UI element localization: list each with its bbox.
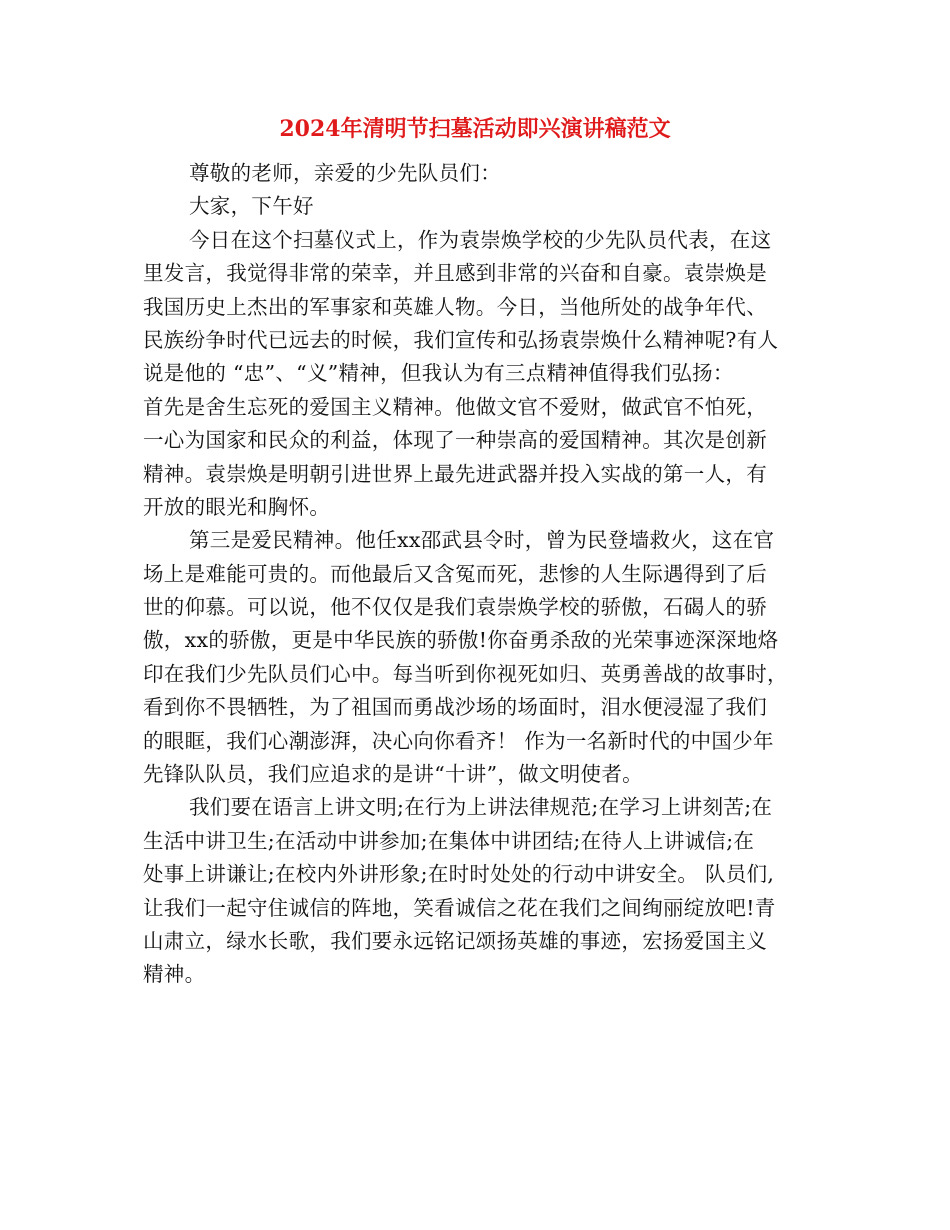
- text-line: 让我们一起守住诚信的阵地，笑看诚信之花在我们之间绚丽绽放吧!青: [143, 895, 776, 920]
- text-line: 傲，xx的骄傲，更是中华民族的骄傲!你奋勇杀敌的光荣事迹深深地烙: [143, 628, 779, 653]
- text-line: 生活中讲卫生;在活动中讲参加;在集体中讲团结;在待人上讲诚信;在: [143, 828, 755, 853]
- text-line: 处事上讲谦让;在校内外讲形象;在时时处处的行动中讲安全。 队员们,: [143, 862, 775, 887]
- text-line: 大家，下午好: [189, 194, 314, 219]
- text-line: 精神。袁崇焕是明朝引进世界上最先进武器并投入实战的第一人，有: [143, 461, 767, 486]
- text-line: 里发言，我觉得非常的荣幸，并且感到非常的兴奋和自豪。袁崇焕是: [143, 261, 767, 286]
- text-line: 精神。: [143, 962, 206, 987]
- text-line: 我国历史上杰出的军事家和英雄人物。今日，当他所处的战争年代、: [143, 294, 767, 319]
- text-line: 山肃立，绿水长歌，我们要永远铭记颂扬英雄的事迹，宏扬爱国主义: [143, 928, 767, 953]
- document-title: 2024年清明节扫墓活动即兴演讲稿范文: [279, 116, 671, 142]
- text-line: 首先是舍生忘死的爱国主义精神。他做文官不爱财，做武官不怕死，: [143, 394, 767, 419]
- text-line: 我们要在语言上讲文明;在行为上讲法律规范;在学习上讲刻苦;在: [189, 795, 773, 820]
- text-line: 的眼眶，我们心潮澎湃，决心向你看齐！ 作为一名新时代的中国少年: [143, 728, 774, 753]
- text-line: 民族纷争时代已远去的时候，我们宣传和弘扬袁崇焕什么精神呢?有人: [143, 327, 779, 352]
- text-line: 看到你不畏牺牲，为了祖国而勇战沙场的场面时，泪水便浸湿了我们: [143, 695, 767, 720]
- document-body: [143, 157, 807, 992]
- text-line: 一心为国家和民众的利益，体现了一种崇高的爱国精神。其次是创新: [143, 428, 767, 453]
- text-line: 世的仰慕。可以说，他不仅仅是我们袁崇焕学校的骄傲，石碣人的骄: [143, 595, 767, 620]
- text-line: 开放的眼光和胸怀。: [143, 494, 331, 519]
- text-line: 第三是爱民精神。他任xx邵武县令时，曾为民登墙救火，这在官: [189, 528, 775, 553]
- text-line: 尊敬的老师，亲爱的少先队员们：: [189, 161, 501, 185]
- text-line: 说是他的 “忠”、“义”精神，但我认为有三点精神值得我们弘扬：: [143, 361, 734, 386]
- text-line: 先锋队队员，我们应追求的是讲“十讲”，做文明使者。: [143, 762, 643, 787]
- text-line: 场上是难能可贵的。而他最后又含冤而死，悲惨的人生际遇得到了后: [143, 561, 767, 586]
- text-line: 今日在这个扫墓仪式上，作为袁崇焕学校的少先队员代表，在这: [189, 227, 772, 252]
- text-line: 印在我们少先队员们心中。每当听到你视死如归、英勇善战的故事时，: [143, 661, 788, 686]
